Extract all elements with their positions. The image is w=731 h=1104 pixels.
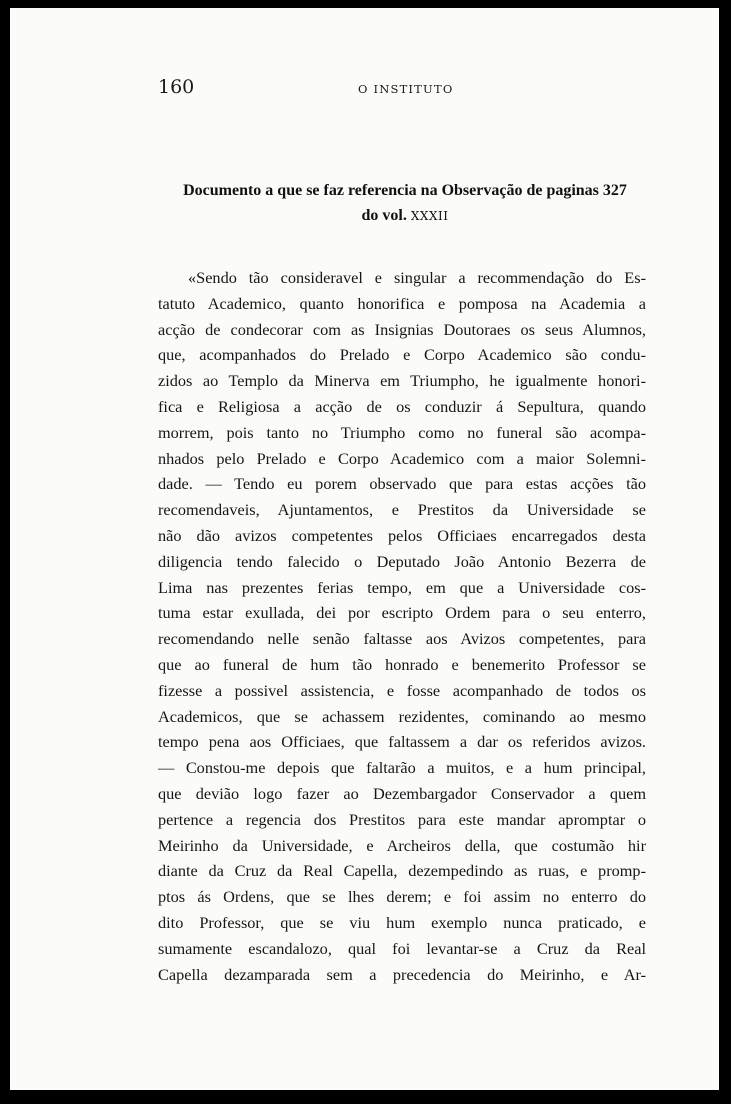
text-line: recomendando nelle senão faltasse aos Avizos competentes, para [158, 629, 646, 649]
text-line: Academicos, que se achassem rezidentes, cominando ao mesmo [158, 706, 646, 726]
title-volume-number: XXXII [410, 209, 449, 223]
text-line: tatuto Academico, quanto honorifica e pomposa na Academia a [158, 293, 646, 313]
text-line: ptos ás Ordens, que se lhes derem; e foi assim no enterro do [158, 887, 646, 907]
title-line-1: Documento a que se faz referencia na Observação de paginas 327 [183, 182, 627, 199]
text-line: zidos ao Templo da Minerva em Triumpho, he igualmente honori- [158, 371, 646, 391]
text-line: dito Professor, que se viu hum exemplo nunca praticado, e [158, 912, 646, 932]
page [10, 8, 719, 1090]
text-line: morrem, pois tanto no Triumpho como no funeral são acompa- [158, 422, 646, 442]
text-line: pertence a regencia dos Prestitos para este mandar apromptar o [158, 809, 646, 829]
text-line: que devião logo fazer ao Dezembargador Conservador a quem [158, 783, 646, 803]
running-head: O INSTITUTO [358, 82, 454, 96]
text-line: diante da Cruz da Real Capella, dezempedindo as ruas, e promp- [158, 861, 646, 881]
text-line: diligencia tendo falecido o Deputado João Antonio Bezerra de [158, 551, 646, 571]
text-line: que, acompanhados do Prelado e Corpo Academico são condu- [158, 345, 646, 365]
page-header [158, 76, 652, 106]
page-number: 160 [158, 76, 195, 98]
text-line: sumamente escandalozo, qual foi levantar-se a Cruz da Real [158, 938, 646, 958]
text-line: tuma estar exullada, dei por escripto Ordem para o seu enterro, [158, 603, 646, 623]
text-line: acção de condecorar com as Insignias Doutoraes os seus Alumnos, [158, 319, 646, 339]
text-line: Lima nas prezentes ferias tempo, em que a Universidade cos- [158, 577, 646, 597]
body-text [158, 265, 646, 987]
title-volume-prefix: do vol. [361, 207, 407, 224]
text-line: não dão avizos competentes pelos Officiaes encarregados desta [158, 525, 646, 545]
text-line: tempo pena aos Officiaes, que faltassem a dar os referidos avizos. [158, 732, 646, 752]
document-title [158, 178, 652, 229]
text-line: nhados pelo Prelado e Corpo Academico com a maior Solemni- [158, 448, 646, 468]
text-line: fica e Religiosa a acção de os conduzir á Sepultura, quando [158, 396, 646, 416]
text-line: dade. — Tendo eu porem observado que para estas acções tão [158, 474, 646, 494]
text-line: Capella dezamparada sem a precedencia do Meirinho, e Ar- [158, 964, 646, 984]
text-line: fizesse a possivel assistencia, e fosse acompanhado de todos os [158, 680, 646, 700]
text-line: «Sendo tão consideravel e singular a recommendação do Es- [188, 268, 646, 287]
text-line: — Constou-me depois que faltarão a muitos, e a hum principal, [158, 758, 646, 778]
title-line-2 [158, 203, 652, 229]
text-line: Meirinho da Universidade, e Archeiros della, que costumão hir [158, 835, 646, 855]
text-line: recomendaveis, Ajuntamentos, e Prestitos da Universidade se [158, 500, 646, 520]
text-line: que ao funeral de hum tão honrado e benemerito Professor se [158, 654, 646, 674]
